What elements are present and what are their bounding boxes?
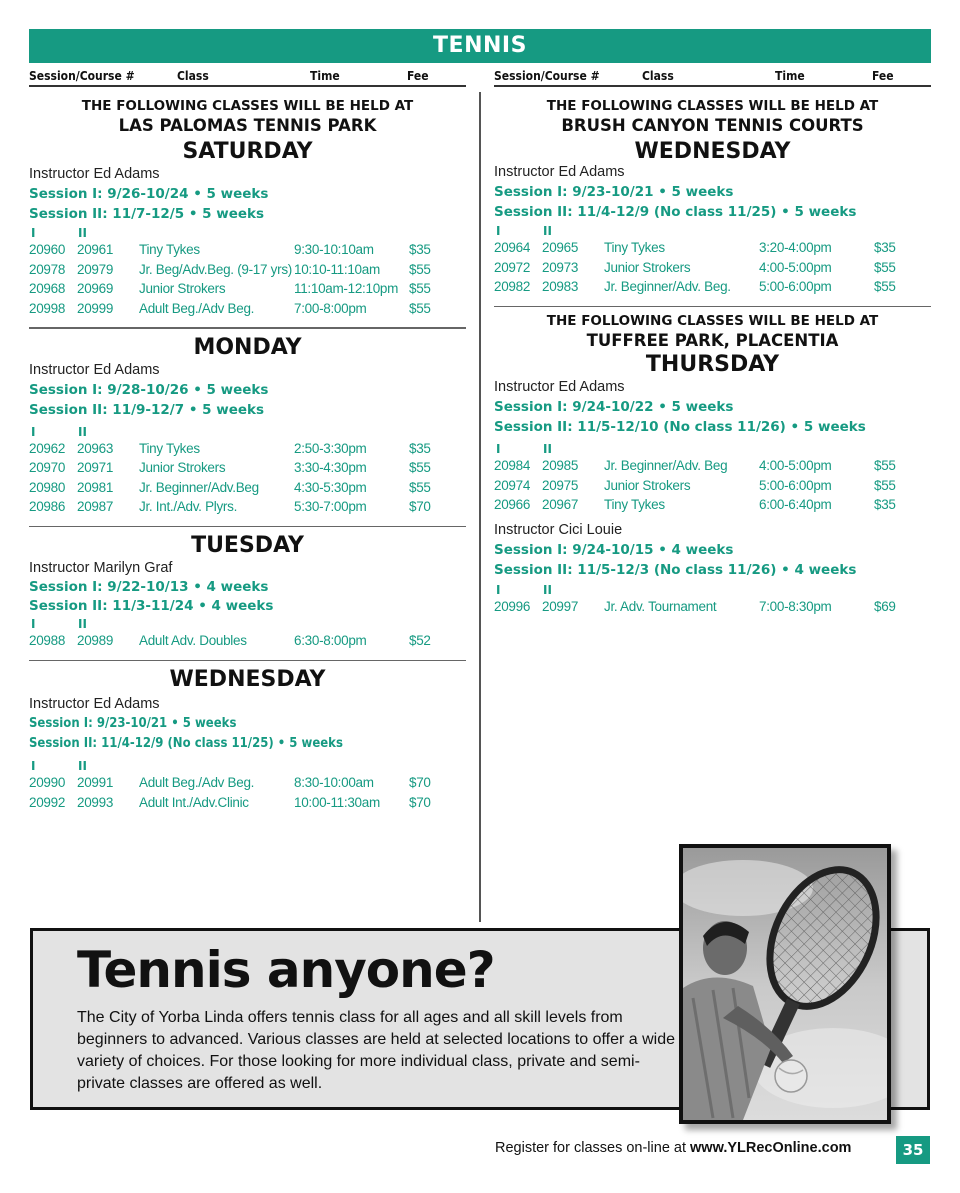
day-heading: WEDNESDAY: [169, 667, 326, 692]
course-number: 20982: [494, 279, 531, 294]
page-number: 35: [896, 1136, 930, 1164]
section-divider: [29, 660, 466, 662]
header-class: Class: [177, 69, 209, 83]
section-divider: [494, 306, 931, 308]
location-intro: THE FOLLOWING CLASSES WILL BE HELD AT: [546, 98, 879, 114]
footer-label: Register for classes on-line at: [495, 1140, 691, 1156]
class-time: 10:00-11:30am: [294, 794, 380, 810]
class-time: 3:30-4:30pm: [294, 460, 367, 475]
course-number: 20966: [494, 497, 531, 512]
class-fee: $55: [874, 279, 896, 294]
session-two-label: II: [543, 582, 552, 597]
class-name: Tiny Tykes: [604, 497, 665, 512]
class-fee: $70: [409, 775, 431, 790]
course-number: 20967: [542, 497, 579, 512]
table-row: [494, 477, 931, 497]
header-session: Session/Course #: [494, 69, 600, 83]
session-two-label: II: [78, 617, 87, 631]
instructor: Instructor Ed Adams: [494, 379, 625, 395]
day-block-monday: [29, 335, 466, 518]
day-heading: SATURDAY: [182, 139, 313, 164]
header-time: Time: [775, 69, 805, 83]
class-name: Tiny Tykes: [139, 440, 200, 456]
course-number: 20999: [77, 300, 114, 316]
class-fee: $35: [874, 240, 896, 255]
class-fee: $55: [409, 281, 431, 296]
class-time: 5:30-7:00pm: [294, 499, 367, 514]
instructor: Instructor Ed Adams: [29, 166, 160, 182]
course-number: 20979: [77, 261, 114, 277]
class-name: Jr. Int./Adv. Plyrs.: [139, 499, 238, 514]
class-name: Adult Adv. Doubles: [139, 633, 247, 648]
class-fee: $55: [409, 460, 431, 475]
course-number: 20968: [29, 281, 66, 296]
table-row: [494, 457, 931, 477]
day-heading: MONDAY: [193, 334, 302, 360]
session-one: Session I: 9/24-10/15 • 4 weeks: [494, 541, 734, 558]
class-fee: $55: [874, 259, 896, 275]
course-number: 20974: [494, 477, 531, 493]
class-time: 6:00-6:40pm: [759, 497, 832, 512]
day-block-saturday: [29, 139, 466, 319]
session-one-label: I: [31, 424, 36, 439]
location-name: TUFFREE PARK, PLACENTIA: [586, 331, 839, 350]
promo-title: Tennis anyone?: [77, 941, 495, 999]
instructor: Instructor Cici Louie: [494, 521, 623, 538]
day-block-tuesday: [29, 533, 466, 652]
course-number: 20987: [77, 499, 114, 514]
session-column-labels: [29, 616, 466, 632]
table-row: [29, 774, 466, 794]
class-name: Jr. Beginner/Adv.Beg: [139, 479, 259, 495]
session-column-labels: [494, 441, 931, 457]
session-one-label: I: [496, 582, 501, 597]
column-headers-left: [29, 67, 466, 87]
table-row: [29, 440, 466, 460]
course-number: 20993: [77, 794, 114, 810]
table-row: [494, 598, 931, 618]
course-number: 20975: [542, 477, 579, 493]
class-name: Jr. Beginner/Adv. Beg: [604, 458, 728, 473]
session-two: Session II: 11/7-12/5 • 5 weeks: [29, 206, 265, 222]
course-number: 20998: [29, 300, 66, 316]
table-row: [494, 278, 931, 298]
class-time: 11:10am-12:10pm: [294, 281, 399, 296]
table-row: [29, 300, 466, 320]
course-number: 20961: [77, 242, 114, 257]
table-row: [494, 239, 931, 259]
course-number: 20983: [542, 279, 579, 294]
class-fee: $55: [409, 300, 431, 316]
header-fee: Fee: [407, 69, 429, 83]
course-number: 20978: [29, 261, 66, 277]
table-row: [29, 632, 466, 652]
day-block-wednesday: [29, 667, 466, 813]
course-number: 20985: [542, 458, 579, 473]
class-fee: $55: [874, 477, 896, 493]
class-fee: $52: [409, 633, 431, 648]
session-one: Session I: 9/28-10/26 • 5 weeks: [29, 381, 269, 398]
tennis-player-illustration: [683, 848, 887, 1120]
website-link[interactable]: www.YLRecOnline.com: [690, 1140, 852, 1156]
footer-text: [495, 1140, 851, 1156]
session-column-labels: [29, 225, 466, 241]
course-number: 20960: [29, 242, 66, 257]
column-headers-right: [494, 67, 931, 87]
right-column: [494, 88, 931, 617]
course-number: 20963: [77, 440, 114, 456]
session-one-label: I: [31, 226, 36, 240]
course-number: 20988: [29, 633, 66, 648]
class-time: 4:00-5:00pm: [759, 259, 832, 275]
class-time: 4:00-5:00pm: [759, 458, 832, 473]
left-column: [29, 88, 466, 813]
tennis-player-photo: [679, 844, 891, 1124]
course-number: 20970: [29, 460, 66, 475]
table-row: [29, 261, 466, 281]
header-time: Time: [310, 69, 340, 83]
instructor: Instructor Marilyn Graf: [29, 560, 173, 576]
class-fee: $55: [874, 458, 896, 473]
class-fee: $35: [409, 440, 431, 456]
class-name: Adult Int./Adv.Clinic: [139, 794, 249, 810]
class-name: Jr. Beg/Adv.Beg. (9-17 yrs): [139, 261, 292, 277]
session-two: Session II: 11/5-12/10 (No class 11/26) • 5 weeks: [494, 419, 866, 435]
class-fee: $55: [409, 261, 431, 277]
class-name: Adult Beg./Adv Beg.: [139, 775, 255, 790]
course-number: 20973: [542, 259, 579, 275]
session-two-label: II: [78, 424, 87, 439]
class-fee: $70: [409, 499, 431, 514]
session-one-label: I: [496, 442, 501, 456]
table-row: [494, 496, 931, 516]
class-name: Tiny Tykes: [139, 242, 200, 257]
section-divider: [29, 526, 466, 528]
header-session: Session/Course #: [29, 69, 135, 83]
session-one: Session I: 9/23-10/21 • 5 weeks: [494, 184, 734, 200]
location-name: LAS PALOMAS TENNIS PARK: [118, 116, 377, 135]
table-row: [29, 280, 466, 300]
session-two: Session II: 11/5-12/3 (No class 11/26) • 4 weeks: [494, 561, 857, 578]
session-two: Session II: 11/4-12/9 (No class 11/25) • 5 weeks: [29, 736, 343, 751]
class-name: Junior Strokers: [139, 281, 226, 296]
session-two: Session II: 11/3-11/24 • 4 weeks: [29, 598, 274, 614]
session-two-label: II: [78, 759, 87, 773]
class-fee: $70: [409, 794, 431, 810]
course-number: 20992: [29, 794, 66, 810]
course-number: 20996: [494, 598, 531, 614]
class-time: 10:10-11:10am: [294, 261, 380, 277]
session-column-labels: [29, 758, 466, 774]
class-fee: $35: [874, 497, 896, 512]
class-time: 6:30-8:00pm: [294, 633, 367, 648]
instructor: Instructor Ed Adams: [29, 696, 160, 712]
day-heading: TUESDAY: [191, 533, 304, 558]
course-number: 20991: [77, 775, 114, 790]
session-one: Session I: 9/24-10/22 • 5 weeks: [494, 399, 734, 415]
table-row: [29, 241, 466, 261]
day-heading: THURSDAY: [645, 352, 780, 377]
course-number: 20997: [542, 598, 579, 614]
session-column-labels: [29, 424, 466, 440]
class-fee: $55: [409, 479, 431, 495]
instructor: Instructor Ed Adams: [29, 361, 160, 378]
session-two-label: II: [78, 226, 87, 240]
course-number: 20986: [29, 499, 66, 514]
session-two-label: II: [543, 224, 552, 238]
location-intro: THE FOLLOWING CLASSES WILL BE HELD AT: [81, 98, 414, 114]
class-fee: $35: [409, 242, 431, 257]
class-time: 4:30-5:30pm: [294, 479, 367, 495]
column-divider: [479, 92, 481, 922]
session-one: Session I: 9/26-10/24 • 5 weeks: [29, 186, 269, 202]
instructor: Instructor Ed Adams: [494, 164, 625, 180]
table-row: [29, 498, 466, 518]
class-name: Jr. Adv. Tournament: [604, 598, 717, 614]
class-fee: $69: [874, 598, 896, 614]
session-one: Session I: 9/23-10/21 • 5 weeks: [29, 716, 237, 731]
course-number: 20981: [77, 479, 114, 495]
course-number: 20990: [29, 775, 66, 790]
course-number: 20965: [542, 240, 579, 255]
session-column-labels: [494, 582, 931, 598]
table-row: [29, 479, 466, 499]
class-name: Junior Strokers: [604, 477, 691, 493]
session-one-label: I: [496, 224, 501, 238]
session-two-label: II: [543, 442, 552, 456]
location-name: BRUSH CANYON TENNIS COURTS: [561, 116, 864, 135]
section-banner: TENNIS: [29, 29, 931, 63]
day-heading: WEDNESDAY: [634, 139, 791, 164]
course-number: 20969: [77, 281, 114, 296]
course-number: 20989: [77, 633, 114, 648]
session-one: Session I: 9/22-10/13 • 4 weeks: [29, 579, 269, 595]
course-number: 20971: [77, 460, 114, 475]
class-time: 7:00-8:30pm: [759, 598, 832, 614]
class-name: Tiny Tykes: [604, 240, 665, 255]
course-number: 20962: [29, 440, 66, 456]
class-time: 7:00-8:00pm: [294, 300, 367, 316]
class-name: Junior Strokers: [139, 460, 226, 475]
table-row: [29, 794, 466, 814]
class-time: 3:20-4:00pm: [759, 240, 832, 255]
class-time: 9:30-10:10am: [294, 242, 374, 257]
class-time: 2:50-3:30pm: [294, 440, 367, 456]
session-one-label: I: [31, 759, 36, 773]
table-row: [29, 459, 466, 479]
course-number: 20964: [494, 240, 531, 255]
course-number: 20972: [494, 259, 531, 275]
class-time: 8:30-10:00am: [294, 775, 374, 790]
location-intro: THE FOLLOWING CLASSES WILL BE HELD AT: [546, 313, 879, 329]
promo-body: The City of Yorba Linda offers tennis class for all ages and all skill levels from beginners to advanced. Various classes are held at selected locations to offer a wide variety of choices. For those looking for more individual class, private and semi-private classes are offered as well.: [77, 1009, 675, 1092]
class-name: Adult Beg./Adv Beg.: [139, 300, 255, 316]
class-name: Jr. Beginner/Adv. Beg.: [604, 279, 731, 294]
header-class: Class: [642, 69, 674, 83]
header-fee: Fee: [872, 69, 894, 83]
session-two: Session II: 11/9-12/7 • 5 weeks: [29, 401, 265, 418]
session-one-label: I: [31, 617, 36, 631]
section-divider: [29, 327, 466, 329]
class-time: 5:00-6:00pm: [759, 279, 832, 294]
course-number: 20980: [29, 479, 66, 495]
table-row: [494, 259, 931, 279]
class-time: 5:00-6:00pm: [759, 477, 832, 493]
session-column-labels: [494, 223, 931, 239]
course-number: 20984: [494, 458, 531, 473]
class-name: Junior Strokers: [604, 259, 691, 275]
session-two: Session II: 11/4-12/9 (No class 11/25) • 5 weeks: [494, 204, 857, 220]
